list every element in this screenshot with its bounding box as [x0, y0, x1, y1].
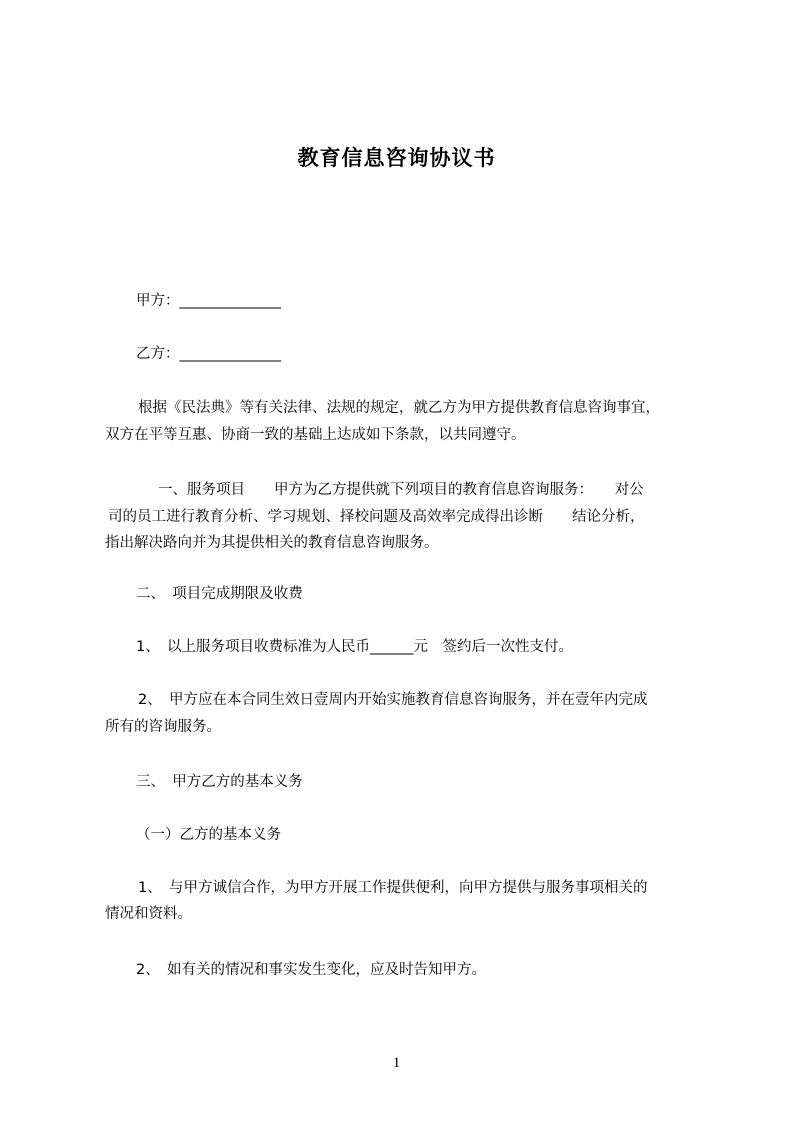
party-b-line: 乙方：______________ — [136, 346, 281, 362]
intro-line-2: 双方在平等互惠、协商一致的基础上达成如下条款，以共同遵守。 — [105, 427, 526, 443]
section3-item1-line-2: 情况和资料。 — [105, 906, 192, 922]
section2-item2-line-2: 所有的咨询服务。 — [105, 719, 221, 735]
section2-item1: 1、 以上服务项目收费标准为人民币______元 签约后一次性支付。 — [136, 639, 573, 655]
section3-heading: 三、 甲方乙方的基本义务 — [136, 774, 303, 790]
document-title: 教育信息咨询协议书 — [297, 146, 496, 170]
party-a-line: 甲方：______________ — [136, 293, 281, 309]
intro-line-1: 根据《民法典》等有关法律、法规的规定，就乙方为甲方提供教育信息咨询事宜， — [138, 400, 660, 416]
section3-item1-line-1: 1、 与甲方诚信合作，为甲方开展工作提供便利，向甲方提供与服务事项相关的 — [138, 880, 648, 896]
section2-heading: 二、 项目完成期限及收费 — [136, 586, 303, 602]
section2-item2-line-1: 2、 甲方应在本合同生效日壹周内开始实施教育信息咨询服务，并在壹年内完成 — [138, 692, 648, 708]
section1-line-1: 一、服务项目 甲方为乙方提供就下列项目的教育信息咨询服务： 对公 — [158, 482, 644, 498]
page-number: 1 — [392, 1055, 401, 1071]
section3-item2: 2、 如有关的情况和事实发生变化，应及时告知甲方。 — [136, 962, 486, 978]
section1-line-2: 司的员工进行教育分析、学习规划、择校问题及高效率完成得出诊断 结论分析， — [108, 509, 645, 525]
section3-sub1: （一）乙方的基本义务 — [136, 827, 281, 843]
section1-line-3: 指出解决路向并为其提供相关的教育信息咨询服务。 — [105, 535, 439, 551]
